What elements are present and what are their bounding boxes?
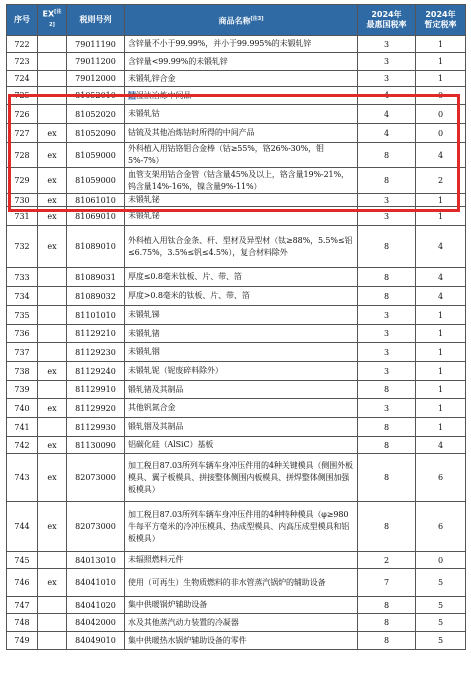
row-mfn-rate: 8 xyxy=(358,268,416,287)
row-seq: 731 xyxy=(7,207,38,226)
row-tariff-code: 81129920 xyxy=(67,399,125,418)
row-mfn-rate: 4 xyxy=(358,87,416,105)
row-product-name: 未辐照燃料元件 xyxy=(125,552,358,569)
row-ex: ex xyxy=(38,207,67,226)
table-row xyxy=(7,502,466,552)
header-row xyxy=(7,5,466,36)
row-temp-rate: 1 xyxy=(416,362,466,381)
row-tariff-code: 84013010 xyxy=(67,552,125,569)
row-temp-rate: 1 xyxy=(416,343,466,362)
row-ex xyxy=(38,268,67,287)
row-temp-rate: 4 xyxy=(416,143,466,168)
row-mfn-rate: 8 xyxy=(358,454,416,502)
row-tariff-code: 81089032 xyxy=(67,287,125,306)
row-product-name: 厚度>0.8毫米的钛板、片、带、箔 xyxy=(125,287,358,306)
row-product-name: 含锌量<99.99%的未锻轧锌 xyxy=(125,53,358,71)
table-row xyxy=(7,325,466,343)
table-row xyxy=(7,124,466,143)
row-tariff-code: 84042000 xyxy=(67,614,125,632)
row-temp-rate: 1 xyxy=(416,306,466,325)
row-product-name: 钴锍及其他冶炼钴时所得的中间产品 xyxy=(125,124,358,143)
row-temp-rate: 0 xyxy=(416,124,466,143)
row-temp-rate: 1 xyxy=(416,399,466,418)
row-temp-rate: 2 xyxy=(416,168,466,194)
row-seq: 746 xyxy=(7,569,38,597)
row-temp-rate: 1 xyxy=(416,207,466,226)
row-temp-rate: 5 xyxy=(416,614,466,632)
row-tariff-code: 81101010 xyxy=(67,306,125,325)
table-row xyxy=(7,268,466,287)
row-ex xyxy=(38,36,67,53)
table-row xyxy=(7,143,466,168)
row-tariff-code: 81129910 xyxy=(67,381,125,399)
row-mfn-rate: 8 xyxy=(358,632,416,650)
row-product-name: 未锻轧铟 xyxy=(125,343,358,362)
row-seq: 725 xyxy=(7,87,38,105)
row-seq: 737 xyxy=(7,343,38,362)
row-seq: 733 xyxy=(7,268,38,287)
row-tariff-code: 79011190 xyxy=(67,36,125,53)
row-mfn-rate: 8 xyxy=(358,418,416,437)
row-tariff-code: 82073000 xyxy=(67,502,125,552)
row-seq: 747 xyxy=(7,597,38,614)
row-seq: 741 xyxy=(7,418,38,437)
row-product-name: 使用（可再生）生物质燃料的非水管蒸汽锅炉的辅助设备 xyxy=(125,569,358,597)
row-ex xyxy=(38,418,67,437)
table-row xyxy=(7,569,466,597)
row-tariff-code: 81052010 xyxy=(67,87,125,105)
row-seq: 749 xyxy=(7,632,38,650)
table-row xyxy=(7,632,466,650)
row-mfn-rate: 7 xyxy=(358,569,416,597)
row-product-name xyxy=(125,87,358,105)
row-temp-rate: 0 xyxy=(416,105,466,124)
row-mfn-rate: 3 xyxy=(358,194,416,207)
row-product-name: 厚度≤0.8毫米钛板、片、带、箔 xyxy=(125,268,358,287)
table-row xyxy=(7,399,466,418)
row-ex xyxy=(38,381,67,399)
row-temp-rate: 1 xyxy=(416,381,466,399)
row-temp-rate: 4 xyxy=(416,437,466,454)
row-mfn-rate: 8 xyxy=(358,597,416,614)
table-row xyxy=(7,194,466,207)
row-ex xyxy=(38,325,67,343)
row-product-name: 其他钒氮合金 xyxy=(125,399,358,418)
row-product-name: 集中供暖热水锅炉辅助设备的零件 xyxy=(125,632,358,650)
table-row xyxy=(7,87,466,105)
row-product-name: 集中供暖锅炉辅助设备 xyxy=(125,597,358,614)
row-ex: ex xyxy=(38,168,67,194)
row-seq: 745 xyxy=(7,552,38,569)
row-seq: 730 xyxy=(7,194,38,207)
table-row xyxy=(7,418,466,437)
row-seq: 734 xyxy=(7,287,38,306)
row-seq: 722 xyxy=(7,36,38,53)
row-tariff-code: 81061010 xyxy=(67,194,125,207)
row-mfn-rate: 8 xyxy=(358,143,416,168)
table-row xyxy=(7,597,466,614)
header-ex xyxy=(38,5,67,36)
row-mfn-rate: 8 xyxy=(358,614,416,632)
row-ex: ex xyxy=(38,399,67,418)
row-seq: 724 xyxy=(7,71,38,87)
table-row xyxy=(7,53,466,71)
row-mfn-rate: 3 xyxy=(358,306,416,325)
header-mfn-rate: 2024年 最惠国税率 xyxy=(358,5,416,36)
row-product-name: 未锻轧铋 xyxy=(125,194,358,207)
row-product-name: 锻轧铟及其制品 xyxy=(125,418,358,437)
row-product-name: 未锻轧锗 xyxy=(125,325,358,343)
row-mfn-rate: 2 xyxy=(358,552,416,569)
row-ex: ex xyxy=(38,569,67,597)
row-seq: 735 xyxy=(7,306,38,325)
row-temp-rate: 4 xyxy=(416,268,466,287)
row-product-name: 加工税目87.03所列车辆车身冲压件用的4种关键模具（侧围外板模具、翼子板模具、拼接整体侧围内板模具、拼焊整体侧围加强板模具） xyxy=(125,454,358,502)
row-product-name: 未锻轧铌（铌废碎料除外） xyxy=(125,362,358,381)
row-mfn-rate: 8 xyxy=(358,437,416,454)
row-seq: 739 xyxy=(7,381,38,399)
row-tariff-code: 84041010 xyxy=(67,569,125,597)
row-mfn-rate: 3 xyxy=(358,207,416,226)
row-temp-rate: 4 xyxy=(416,226,466,268)
row-product-name: 水及其他蒸汽动力装置的冷凝器 xyxy=(125,614,358,632)
row-seq: 727 xyxy=(7,124,38,143)
row-product-name: 含锌量不小于99.99%，并小于99.995%的未锻轧锌 xyxy=(125,36,358,53)
row-product-name: 血管支架用钴合金管（钴含量45%及以上，铬含量19%-21%，钨含量14%-16%，镍含量9%-11%） xyxy=(125,168,358,194)
row-product-name: 外科植入用钛合金条、杆、型材及异型材（钛≥88%，5.5%≤铝≤6.75%，3.5%≤钒≤4.5%），复合材料除外 xyxy=(125,226,358,268)
row-seq: 736 xyxy=(7,325,38,343)
row-mfn-rate: 8 xyxy=(358,226,416,268)
header-name-label: 商品名称 xyxy=(218,16,251,26)
row-tariff-code: 81052090 xyxy=(67,124,125,143)
row-ex xyxy=(38,614,67,632)
row-mfn-rate: 3 xyxy=(358,53,416,71)
table-row xyxy=(7,381,466,399)
row-tariff-code: 81052020 xyxy=(67,105,125,124)
row-seq: 743 xyxy=(7,454,38,502)
table-row xyxy=(7,362,466,381)
row-tariff-code: 79012000 xyxy=(67,71,125,87)
header-code: 税则号列 xyxy=(67,5,125,36)
row-product-name: 未锻轧锑 xyxy=(125,306,358,325)
row-mfn-rate: 3 xyxy=(358,362,416,381)
row-tariff-code: 84049010 xyxy=(67,632,125,650)
table-row xyxy=(7,105,466,124)
row-tariff-code: 81059000 xyxy=(67,143,125,168)
row-mfn-rate: 4 xyxy=(358,105,416,124)
row-temp-rate: 6 xyxy=(416,502,466,552)
header-temp-rate: 2024年 暂定税率 xyxy=(416,5,466,36)
row-ex xyxy=(38,105,67,124)
table-body xyxy=(7,36,466,650)
row-tariff-code: 81069010 xyxy=(67,207,125,226)
row-temp-rate: 1 xyxy=(416,53,466,71)
row-ex: ex xyxy=(38,502,67,552)
tariff-table xyxy=(6,4,466,650)
table-row xyxy=(7,614,466,632)
table-row xyxy=(7,226,466,268)
row-tariff-code: 81129230 xyxy=(67,343,125,362)
row-seq: 748 xyxy=(7,614,38,632)
row-mfn-rate: 4 xyxy=(358,124,416,143)
row-product-name: 未锻轧锌合金 xyxy=(125,71,358,87)
row-mfn-rate: 3 xyxy=(358,399,416,418)
row-temp-rate: 5 xyxy=(416,632,466,650)
row-ex xyxy=(38,343,67,362)
row-ex: ex xyxy=(38,362,67,381)
row-mfn-rate: 3 xyxy=(358,343,416,362)
row-product-name: 外科植入用钴铬钼合金棒（钴≥55%，铬26%-30%，钼5%-7%） xyxy=(125,143,358,168)
row-ex xyxy=(38,53,67,71)
row-ex xyxy=(38,71,67,87)
row-ex xyxy=(38,306,67,325)
row-seq: 726 xyxy=(7,105,38,124)
row-temp-rate: 1 xyxy=(416,418,466,437)
row-mfn-rate: 8 xyxy=(358,168,416,194)
row-seq: 732 xyxy=(7,226,38,268)
table-row xyxy=(7,36,466,53)
row-tariff-code: 81089031 xyxy=(67,268,125,287)
row-temp-rate: 1 xyxy=(416,325,466,343)
row-ex xyxy=(38,287,67,306)
row-ex: ex xyxy=(38,226,67,268)
table-row xyxy=(7,454,466,502)
row-seq: 738 xyxy=(7,362,38,381)
row-mfn-rate: 3 xyxy=(358,71,416,87)
row-seq: 728 xyxy=(7,143,38,168)
row-temp-rate: 0 xyxy=(416,87,466,105)
row-ex: ex xyxy=(38,454,67,502)
table-row xyxy=(7,552,466,569)
row-temp-rate: 1 xyxy=(416,36,466,53)
table-row xyxy=(7,207,466,226)
row-temp-rate: 6 xyxy=(416,454,466,502)
row-tariff-code: 84041020 xyxy=(67,597,125,614)
table-row xyxy=(7,306,466,325)
row-mfn-rate: 8 xyxy=(358,502,416,552)
row-tariff-code: 81059000 xyxy=(67,168,125,194)
row-seq: 742 xyxy=(7,437,38,454)
row-ex: ex xyxy=(38,437,67,454)
row-temp-rate: 4 xyxy=(416,287,466,306)
row-mfn-rate: 3 xyxy=(358,325,416,343)
header-name-note: [注3] xyxy=(250,15,264,22)
row-ex xyxy=(38,87,67,105)
text-selection[interactable]: 钴 xyxy=(128,90,136,100)
row-product-name: 未锻轧钴 xyxy=(125,105,358,124)
row-product-name: 锻轧锗及其制品 xyxy=(125,381,358,399)
row-tariff-code: 81089010 xyxy=(67,226,125,268)
row-product-name: 加工税目87.03所列车辆车身冲压件用的4种特种模具（φ≥980牛每平方毫米的冷冲压模具、热成型模具、内高压成型模具和铝板模具） xyxy=(125,502,358,552)
row-seq: 744 xyxy=(7,502,38,552)
row-ex xyxy=(38,552,67,569)
row-tariff-code: 81129930 xyxy=(67,418,125,437)
row-mfn-rate: 8 xyxy=(358,381,416,399)
row-ex: ex xyxy=(38,194,67,207)
table-row xyxy=(7,287,466,306)
row-tariff-code: 81129210 xyxy=(67,325,125,343)
row-seq: 729 xyxy=(7,168,38,194)
header-name xyxy=(125,5,358,36)
row-tariff-code: 81130090 xyxy=(67,437,125,454)
row-ex xyxy=(38,597,67,614)
row-ex xyxy=(38,632,67,650)
header-ex-label: EX xyxy=(42,10,55,19)
row-product-name: 铝碳化硅（AlSiC）基板 xyxy=(125,437,358,454)
row-temp-rate: 1 xyxy=(416,71,466,87)
row-temp-rate: 0 xyxy=(416,552,466,569)
header-ex-note: [注2] xyxy=(49,9,62,28)
row-tariff-code: 81129240 xyxy=(67,362,125,381)
table-row xyxy=(7,343,466,362)
row-product-name: 未锻轧铋 xyxy=(125,207,358,226)
row-tariff-code: 82073000 xyxy=(67,454,125,502)
table-row xyxy=(7,437,466,454)
table-row xyxy=(7,71,466,87)
row-mfn-rate: 8 xyxy=(358,287,416,306)
row-seq: 723 xyxy=(7,53,38,71)
table-header xyxy=(7,5,466,36)
row-temp-rate: 1 xyxy=(416,194,466,207)
row-temp-rate: 5 xyxy=(416,597,466,614)
header-seq: 序号 xyxy=(7,5,38,36)
row-mfn-rate: 3 xyxy=(358,36,416,53)
row-temp-rate: 5 xyxy=(416,569,466,597)
product-name-text: 湿法冶炼中间品 xyxy=(135,90,192,100)
row-ex: ex xyxy=(38,124,67,143)
table-row xyxy=(7,168,466,194)
row-ex: ex xyxy=(38,143,67,168)
row-seq: 740 xyxy=(7,399,38,418)
row-tariff-code: 79011200 xyxy=(67,53,125,71)
